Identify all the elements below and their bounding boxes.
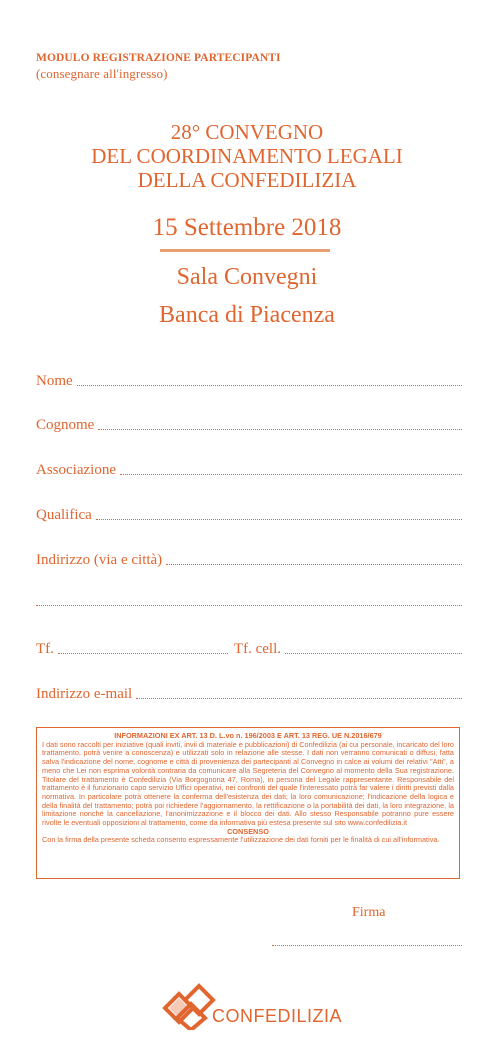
nome-field[interactable]	[36, 370, 462, 390]
tf-line[interactable]	[58, 653, 228, 654]
consent-body: Con la firma della presente scheda consento espressamente l'utilizzazione dei dati forniti per le finalità di cui all'informativa.	[42, 835, 440, 845]
indirizzo-line-2[interactable]	[36, 605, 462, 606]
email-line[interactable]	[136, 698, 462, 699]
associazione-field[interactable]	[36, 459, 462, 479]
event-title-line2: DEL COORDINAMENTO LEGALI	[91, 144, 403, 168]
form-title: MODULO REGISTRAZIONE PARTECIPANTI	[36, 52, 281, 64]
email-label: Indirizzo e-mail	[36, 686, 133, 702]
cognome-line[interactable]	[98, 429, 462, 430]
venue-room: Sala Convegni	[176, 264, 318, 290]
date-underline	[160, 249, 330, 252]
event-date: 15 Settembre 2018	[152, 214, 342, 241]
firma-line[interactable]	[272, 945, 462, 946]
associazione-label: Associazione	[36, 462, 116, 478]
privacy-box	[36, 727, 460, 879]
qualifica-line[interactable]	[96, 519, 462, 520]
cognome-field[interactable]	[36, 414, 462, 434]
form-instruction: (consegnare all'ingresso)	[36, 66, 168, 81]
qualifica-field[interactable]	[36, 504, 462, 524]
venue-bank: Banca di Piacenza	[159, 302, 335, 328]
indirizzo-label: Indirizzo (via e città)	[36, 552, 163, 568]
privacy-heading: INFORMAZIONI EX ART. 13 D. L.vo n. 196/2003 E ART. 13 REG. UE N.2016/679	[114, 731, 382, 740]
indirizzo-line[interactable]	[166, 564, 462, 565]
email-field[interactable]	[36, 683, 462, 703]
logo-wordmark: CONFEDILIZIA	[212, 1006, 343, 1026]
indirizzo-field[interactable]	[36, 549, 462, 569]
nome-line[interactable]	[77, 385, 462, 386]
consent-heading: CONSENSO	[227, 826, 269, 836]
privacy-body: I dati sono raccolti per iniziative (quali inviti, invii di materiale e pubblicazioni) di Confedilizia (ai cui personale, incaricato del loro trattamento, potrà venire a conoscenza) e utilizzati solo in relazione alle stesse. I dati non verranno comunicati o diffusi, fatta salva l'indicazione del nome, cognome e città di provenienza dei partecipanti al Convegno in calce ai volumi dei relativi "Atti", a meno che Lei non esprima volontà contraria da comunicare alla Segreteria del Convegno al momento della Sua registrazione. Titolare del trattamento è Confedilizia (Via Borgognona 47, Roma), in persona del Legale rappresentante. Responsabile del trattamento è il funzionario capo servizio Uffici operativi, nei confronti del quale l'interessato potrà far valere i diritti previsti dalla normativa. In particolare potrà ottenere la conferma dell'esistenza dei dati; la loro comunicazione; l'indicazione della logica e della finalità del trattamento; potrà poi richiedere l'aggiornamento, la rettificazione o la portabilità dei dati, la loro integrazione, la limitazione nonché la cancellazione, l'anonimizzazione e il blocco dei dati. Allo stesso Responsabile potranno pure essere rivolte le eventuali opposizioni al trattamento, come da informativa più estesa presente sul sito www.confedilizia.it	[42, 739, 454, 828]
event-title-line1: 28° CONVEGNO	[170, 120, 324, 144]
telefono-field[interactable]	[36, 638, 462, 658]
nome-label: Nome	[36, 373, 73, 389]
firma-label: Firma	[352, 905, 386, 920]
event-title-line3: DELLA CONFEDILIZIA	[137, 168, 357, 192]
tf-cell-line[interactable]	[285, 653, 462, 654]
tf-label: Tf.	[36, 641, 54, 657]
associazione-line[interactable]	[120, 474, 462, 475]
cognome-label: Cognome	[36, 417, 95, 433]
qualifica-label: Qualifica	[36, 507, 92, 523]
tf-cell-label: Tf. cell.	[233, 641, 281, 657]
